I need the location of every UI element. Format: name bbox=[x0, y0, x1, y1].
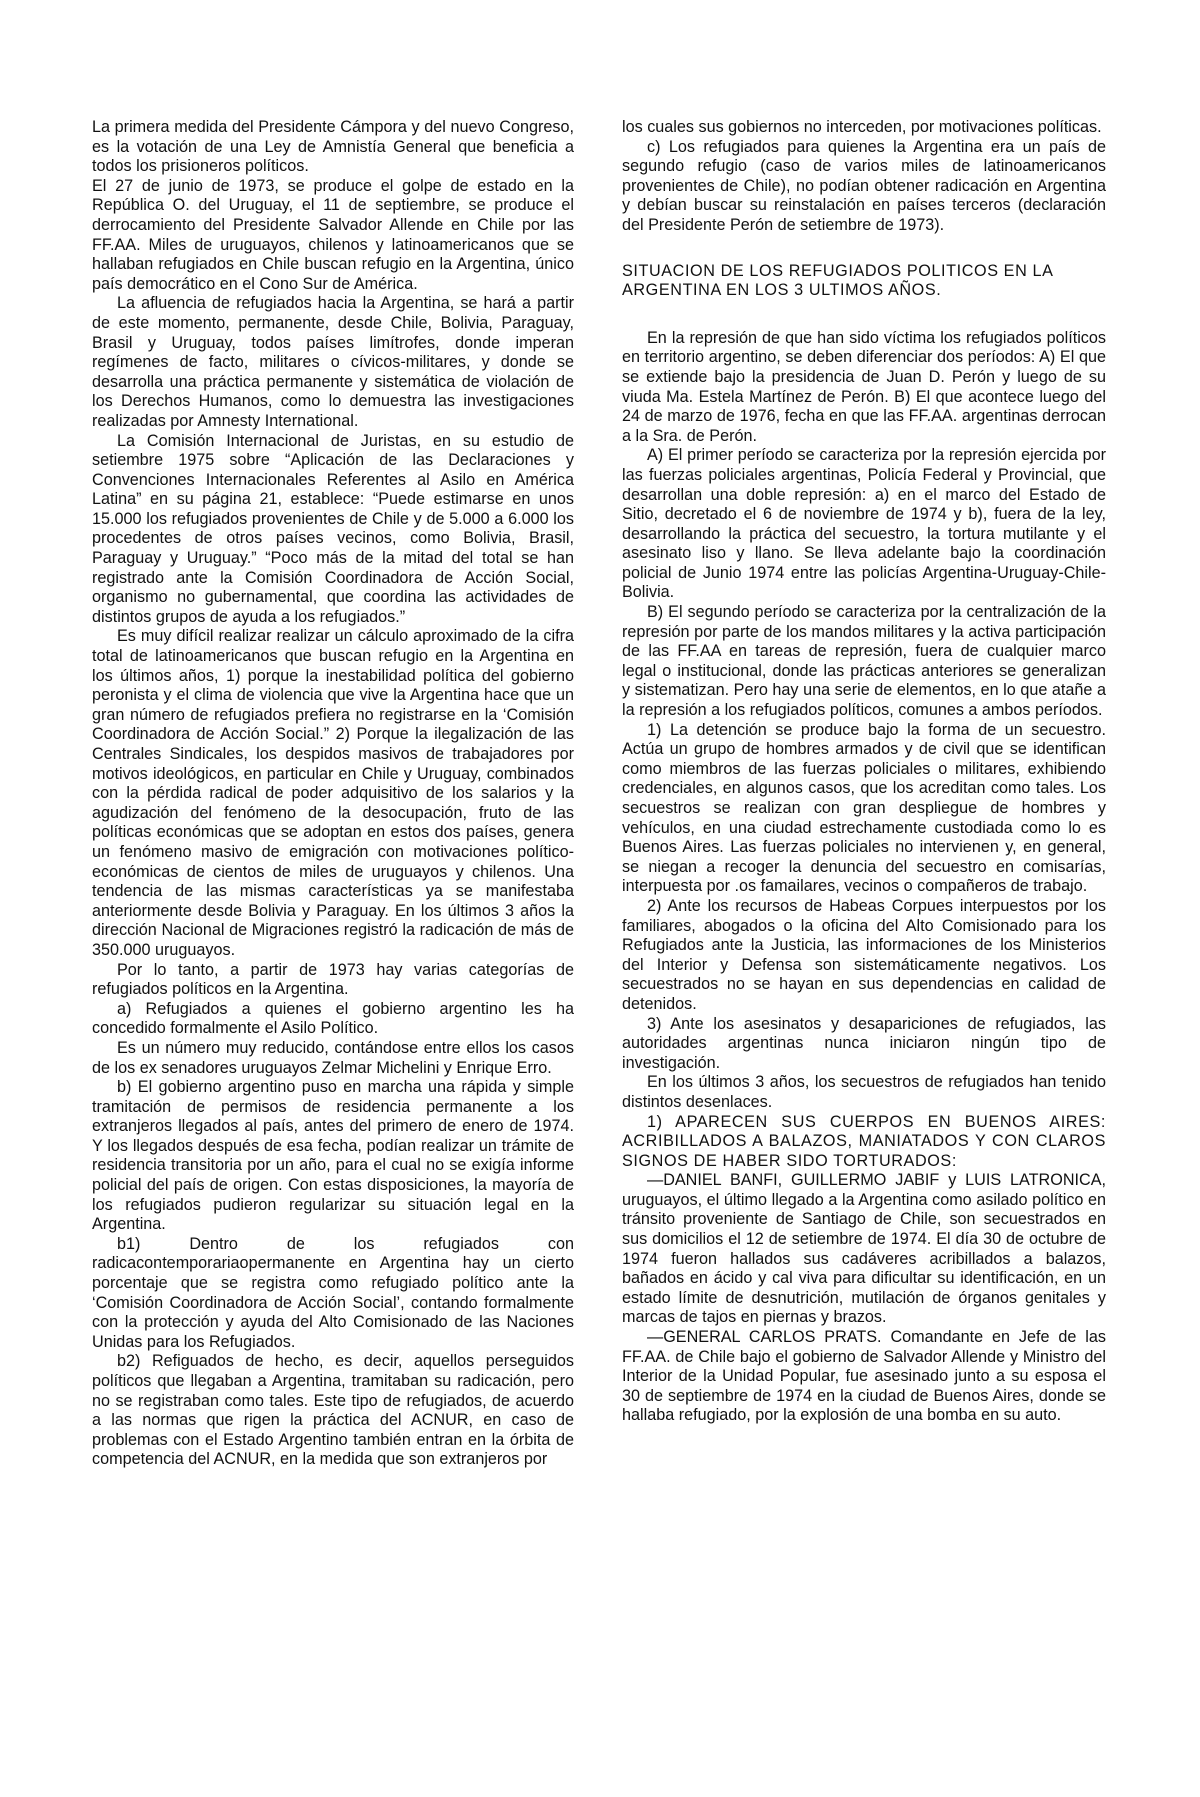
paragraph: Es un número muy reducido, contándose entre ellos los casos de los ex senadores uruguayos Zelmar Michelini y Enrique Erro. bbox=[92, 1038, 574, 1077]
paragraph: La Comisión Internacional de Juristas, en su estudio de setiembre 1975 sobre “Aplicación de las Declaraciones y Convenciones Internacionales Referentes al Asilo en América Latina” en su página 21, establece: “Puede estimarse en unos 15.000 los refugiados provenientes de Chile y de 5.000 a 6.000 los procedentes de otros países vecinos, como Bolivia, Brasil, Paraguay y Uruguay.” “Poco más de la mitad del total se han registrado ante la Comisión Coordinadora de Acción Social, organismo no gubernamental, que coordina las actividades de distintos grupos de ayuda a los refugiados.” bbox=[92, 431, 574, 626]
paragraph: —GENERAL CARLOS PRATS. Comandante en Jefe de las FF.AA. de Chile bajo el gobierno de Salvador Allende y Ministro del Interior de la Unidad Popular, fue asesinado junto a su esposa el 30 de septiembre de 1974 en la ciudad de Buenos Aires, donde se hallaba refugiado, por la explosión de una bomba en su auto. bbox=[622, 1328, 1106, 1425]
paragraph: B) El segundo período se caracteriza por la centralización de la represión por parte de los mandos militares y la activa participación de las FF.AA en tareas de represión, fuera de cualquier marco legal o institucional, donde las prácticas anteriores se generalizan y sistematizan. Pero hay una serie de elementos, en lo que atañe a la represión a los refugiados políticos, comunes a ambos períodos. bbox=[622, 603, 1106, 720]
paragraph: a) Refugiados a quienes el gobierno argentino les ha concedido formalmente el Asilo Político. bbox=[92, 999, 574, 1038]
left-column bbox=[92, 118, 574, 1470]
subheading: 1) APARECEN SUS CUERPOS EN BUENOS AIRES: ACRIBILLADOS A BALAZOS, MANIATADOS Y CON CLAROS SIGNOS DE HABER SIDO TORTURADOS: bbox=[622, 1112, 1106, 1170]
paragraph: 1) La detención se produce bajo la forma de un secuestro. Actúa un grupo de hombres armados y de civil que se identifican como miembros de las fuerzas policiales o militares, exhibiendo credenciales, en algunos casos, que los acreditan como tales. Los secuestros se realizan con gran despliegue de hombres y vehículos, en una ciudad estrechamente custodiada como lo es Buenos Aires. Las fuerzas policiales no intervienen y, en general, se niegan a recoger la denuncia del secuestro en comisarías, interpuesta por .os famailares, vecinos o compañeros de trabajo. bbox=[622, 720, 1106, 896]
paragraph: b1) Dentro de los refugiados con radicacontemporariaopermanente en Argentina hay un cierto porcentaje que se registra como refugiado político ante la ‘Comisión Coordinadora de Acción Social’, contando formalmente con la protección y ayuda del Alto Comisionado de las Naciones Unidas para los Refugiados. bbox=[92, 1234, 574, 1351]
paragraph: c) Los refugiados para quienes la Argentina era un país de segundo refugio (caso de varios miles de latinoamericanos provenientes de Chile), no podían obtener radicación en Argentina y debían buscar su reinstalación en países terceros (declaración del Presidente Perón de setiembre de 1973). bbox=[622, 137, 1106, 234]
paragraph: La primera medida del Presidente Cámpora y del nuevo Congreso, es la votación de una Ley de Amnistía General que beneficia a todos los prisioneros políticos. bbox=[92, 118, 574, 176]
right-column bbox=[622, 118, 1106, 1426]
section-heading: SITUACION DE LOS REFUGIADOS POLITICOS EN LA ARGENTINA EN LOS 3 ULTIMOS AÑOS. bbox=[622, 261, 1053, 300]
paragraph: 2) Ante los recursos de Habeas Corpues interpuestos por los familiares, abogados o la oficina del Alto Comisionado para los Refugiados ante la Justicia, las informaciones de los Ministerios del Interior y Defensa son sistemáticamente negativos. Los secuestrados no se hayan en sus dependencias en calidad de detenidos. bbox=[622, 896, 1106, 1013]
paragraph: los cuales sus gobiernos no interceden, por motivaciones políticas. bbox=[622, 118, 1102, 136]
paragraph: A) El primer período se caracteriza por la represión ejercida por las fuerzas policiales argentinas, Policía Federal y Provincial, que desarrollan una doble represión: a) en el marco del Estado de Sitio, decretado el 6 de noviembre de 1974 y b), fuera de la ley, desarrollando la práctica del secuestro, la tortura mutilante y el asesinato liso y llano. Se lleva adelante bajo la coordinación policial de Junio 1974 entre las policías Argentina-Uruguay-Chile-Bolivia. bbox=[622, 446, 1106, 602]
paragraph: En los últimos 3 años, los secuestros de refugiados han tenido distintos desenlaces. bbox=[622, 1073, 1106, 1111]
paragraph: b2) Refiguados de hecho, es decir, aquellos perseguidos políticos que llegaban a Argentina, tramitaban su radicación, pero no se registraban como tales. Este tipo de refugiados, de acuerdo a las normas que rigen la práctica del ACNUR, en caso de problemas con el Estado Argentino también entran en la órbita de competencia del ACNUR, en la medida que son extranjeros por bbox=[92, 1352, 574, 1469]
paragraph: Es muy difícil realizar realizar un cálculo aproximado de la cifra total de latinoamericanos que buscan refugio en la Argentina en los últimos años, 1) porque la inestabilidad política del gobierno peronista y el clima de violencia que vive la Argentina hace que un gran número de refugiados prefiera no registrarse en la ‘Comisión Coordinadora de Acción Social.” 2) Porque la ilegalización de las Centrales Sindicales, los despidos masivos de trabajadores por motivos ideológicos, en particular en Chile y Uruguay, combinados con la pérdida radical de poder adquisitivo de los salarios y la agudización del fenómeno de la desocupación, fruto de las políticas económicas que se adoptan en estos dos países, genera un fenómeno masivo de emigración con motivaciones político-económicas de cientos de miles de uruguayos y chilenos. Una tendencia de las mismas características ya se manifestaba anteriormente desde Bolivia y Paraguay. En los últimos 3 años la dirección Nacional de Migraciones registró la radicación de más de 350.000 uruguayos. bbox=[92, 627, 574, 959]
paragraph: La afluencia de refugiados hacia la Argentina, se hará a partir de este momento, permanente, desde Chile, Bolivia, Paraguay, Brasil y Uruguay, todos países limítrofes, donde imperan regímenes de facto, militares o cívicos-militares, y donde se desarrolla una práctica permanente y sistemática de violación de los Derechos Humanos, como lo demuestra las investigaciones realizadas por Amnesty International. bbox=[92, 294, 574, 430]
paragraph: El 27 de junio de 1973, se produce el golpe de estado en la República O. del Uruguay, el 11 de septiembre, se produce el derrocamiento del Presidente Salvador Allende en Chile por las FF.AA. Miles de uruguayos, chilenos y latinoamericanos que se hallaban refugiados en Chile buscan refugio en la Argentina, único país democrático en el Cono Sur de América. bbox=[92, 176, 574, 293]
paragraph: —DANIEL BANFI, GUILLERMO JABIF y LUIS LATRONICA, uruguayos, el último llegado a la Argentina como asilado político en tránsito proveniente de Santiago de Chile, son secuestrados en sus domicilios el 12 de setiembre de 1974. El día 30 de octubre de 1974 fueron hallados sus cadáveres acribillados a balazos, bañados en ácido y cal viva para dificultar su identificación, en un estado límite de desnutrición, mutilación de órganos genitales y marcas de tajos en piernas y brazos. bbox=[622, 1171, 1106, 1327]
paragraph: b) El gobierno argentino puso en marcha una rápida y simple tramitación de permisos de residencia permanente a los extranjeros llegados al país, antes del primero de enero de 1974. Y los llegados después de esa fecha, podían realizar un trámite de residencia transitoria por un año, para el cual no se exigía informe policial del país de origen. Con estas disposiciones, la mayoría de los refugiados pudieron regularizar su situación legal en la Argentina. bbox=[92, 1078, 574, 1234]
paragraph: En la represión de que han sido víctima los refugiados políticos en territorio argentino, se deben diferenciar dos períodos: A) El que se extiende bajo la presidencia de Juan D. Perón y luego de su viuda Ma. Estela Martínez de Perón. B) El que acontece luego del 24 de marzo de 1976, fecha en que las FF.AA. argentinas derrocan a la Sra. de Perón. bbox=[622, 328, 1106, 445]
paragraph: 3) Ante los asesinatos y desapariciones de refugiados, las autoridades argentinas nunca iniciaron ningún tipo de investigación. bbox=[622, 1014, 1106, 1072]
paragraph: Por lo tanto, a partir de 1973 hay varias categorías de refugiados políticos en la Argentina. bbox=[92, 960, 574, 999]
